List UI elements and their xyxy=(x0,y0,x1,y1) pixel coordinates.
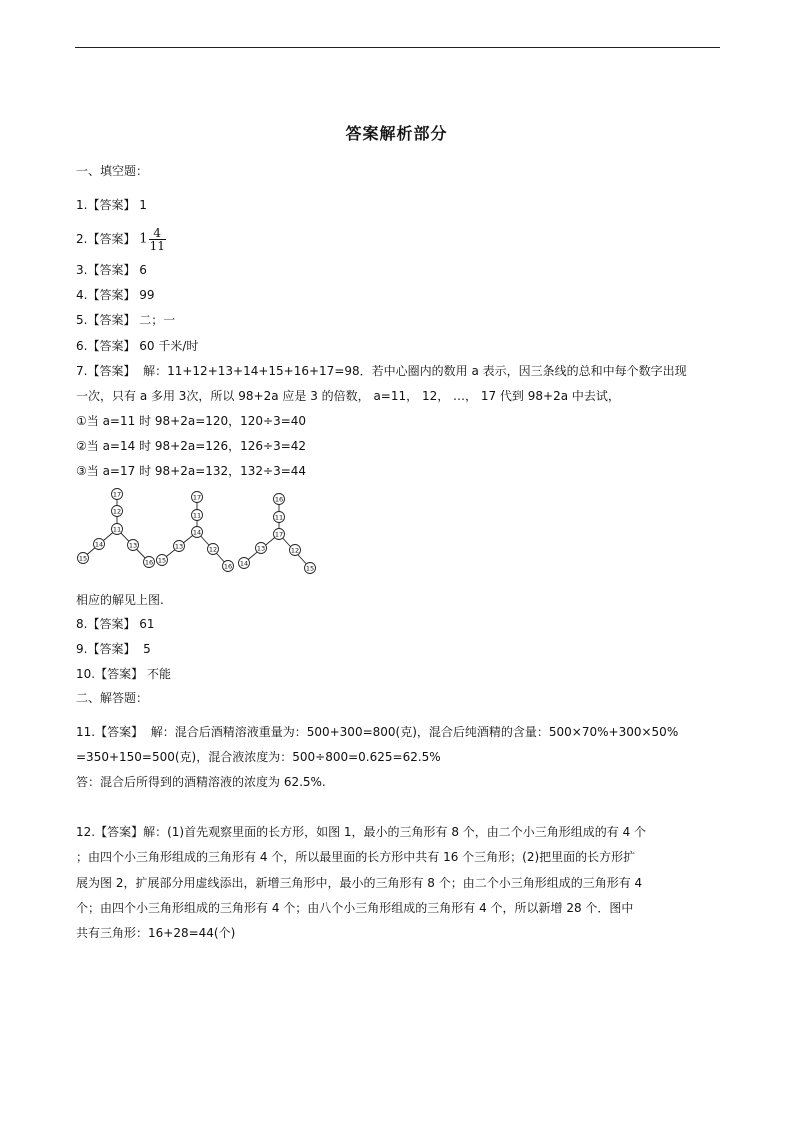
q11-line-1: 11.【答案】 解：混合后酒精溶液重量为：500+300=800(克)，混合后纯酒精的含量：500×70%+300×50% xyxy=(76,725,679,739)
q12-line-5: 共有三角形：16+28=44(个) xyxy=(76,926,236,940)
answer-value: 不能 xyxy=(146,667,171,681)
node-right-end: 16 xyxy=(144,558,154,567)
answer-value: 6 xyxy=(139,263,147,277)
answer-3 xyxy=(76,262,147,278)
answer-4 xyxy=(76,287,155,303)
node-top: 17 xyxy=(112,490,122,499)
answer-9 xyxy=(76,641,151,657)
answer-tag: 【答案】 xyxy=(87,232,136,246)
header-rule xyxy=(75,47,720,48)
answer-number: 2. xyxy=(76,232,88,246)
answer-number: 3. xyxy=(76,263,88,277)
answer-value: 二；一 xyxy=(139,313,176,327)
q7-line-1: 一次，只有 a 多用 3次，所以 98+2a 应是 3 的倍数， a=11， 12， …， 17 代到 98+2a 中去试， xyxy=(76,389,620,403)
answer-5 xyxy=(76,312,175,328)
node-right-end: 16 xyxy=(223,562,233,571)
q7-case-2: ②当 a=14 时 98+2a=126，126÷3=42 xyxy=(76,439,307,453)
node-top: 17 xyxy=(192,493,202,502)
node-upper: 12 xyxy=(112,507,122,516)
node-left-end: 15 xyxy=(157,556,167,565)
answer-value: 99 xyxy=(139,288,155,302)
node-right-mid: 12 xyxy=(208,545,218,554)
answer-value: 5 xyxy=(135,642,151,656)
q12-line-3: 展为图 2，扩展部分用虚线添出，新增三角形中，最小的三角形有 8 个；由二个小三角形组成的三角形有 4 xyxy=(76,876,643,890)
answer-value: 61 xyxy=(139,617,155,631)
answer-tag: 【答案】 xyxy=(87,642,136,656)
answer-number: 5. xyxy=(76,313,88,327)
fraction xyxy=(149,227,166,252)
node-center: 11 xyxy=(112,525,122,534)
q7-case-1: ①当 a=11 时 98+2a=120，120÷3=40 xyxy=(76,414,307,428)
node-left-mid: 13 xyxy=(256,544,266,553)
node-right-mid: 13 xyxy=(128,541,138,550)
answer-tag: 【答案】 xyxy=(87,288,136,302)
answer-2 xyxy=(76,226,166,253)
node-right-mid: 12 xyxy=(290,546,300,555)
fraction-denominator: 11 xyxy=(149,239,165,253)
answer-tag: 【答案】 xyxy=(87,263,136,277)
node-left-mid: 13 xyxy=(174,542,184,551)
node-center: 14 xyxy=(192,528,202,537)
q11-line-2: =350+150=500(克)，混合液浓度为：500÷800=0.625=62.5% xyxy=(76,750,441,764)
answer-number: 10. xyxy=(76,667,96,681)
answer-7 xyxy=(76,363,687,379)
answer-value: 60 千米/时 xyxy=(139,339,199,353)
node-left-end: 15 xyxy=(78,554,88,563)
answer-number: 6. xyxy=(76,339,88,353)
fraction-numerator: 4 xyxy=(149,227,166,240)
answer-number: 8. xyxy=(76,617,88,631)
answer-tag: 【答案】 xyxy=(87,198,136,212)
node-right-end: 15 xyxy=(305,564,315,573)
answer-value: 解：11+12+13+14+15+16+17=98．若中心圈内的数用 a 表示，因三条线的总和中每个数字出现 xyxy=(135,364,687,378)
mixed-number-whole: 1 xyxy=(139,231,148,247)
answer-number: 4. xyxy=(76,288,88,302)
q7-conclusion: 相应的解见上图. xyxy=(76,593,164,607)
answer-tag: 【答案】 xyxy=(87,313,136,327)
page-title: 答案解析部分 xyxy=(345,124,448,143)
answer-tag: 【答案】 xyxy=(87,617,136,631)
answer-10 xyxy=(76,666,171,682)
answer-value: 1 xyxy=(139,198,147,212)
answer-1 xyxy=(76,197,147,213)
node-upper: 11 xyxy=(192,511,202,520)
q12-line-1: 12.【答案】解：(1)首先观察里面的长方形，如图 1，最小的三角形有 8 个，由二个小三角形组成的有 4 个 xyxy=(76,825,647,839)
q11-answer: 答：混合后所得到的酒精溶液的浓度为 62.5%. xyxy=(76,775,326,789)
node-left-mid: 14 xyxy=(94,540,104,549)
number-tree-figures xyxy=(70,484,330,579)
node-top: 16 xyxy=(274,495,284,504)
answer-tag: 【答案】 xyxy=(87,364,136,378)
answer-number: 1. xyxy=(76,198,88,212)
node-center: 17 xyxy=(274,530,284,539)
node-left-end: 14 xyxy=(239,559,249,568)
answer-6 xyxy=(76,338,198,354)
answer-tag: 【答案】 xyxy=(87,339,136,353)
section-heading-solve: 二、解答题： xyxy=(76,691,149,705)
q12-line-4: 个；由四个小三角形组成的三角形有 4 个；由八个小三角形组成的三角形有 4 个，所以新增 28 个．图中 xyxy=(76,901,634,915)
q12-line-2: ；由四个小三角形组成的三角形有 4 个，所以最里面的长方形中共有 16 个三角形；(2)把里面的长方形扩 xyxy=(76,850,636,864)
answer-number: 9. xyxy=(76,642,88,656)
answer-8 xyxy=(76,616,155,632)
answer-number: 7. xyxy=(76,364,88,378)
q7-case-3: ③当 a=17 时 98+2a=132，132÷3=44 xyxy=(76,464,307,478)
node-upper: 11 xyxy=(274,513,284,522)
answer-tag: 【答案】 xyxy=(95,667,144,681)
section-heading-fill-blank: 一、填空题： xyxy=(76,164,149,178)
